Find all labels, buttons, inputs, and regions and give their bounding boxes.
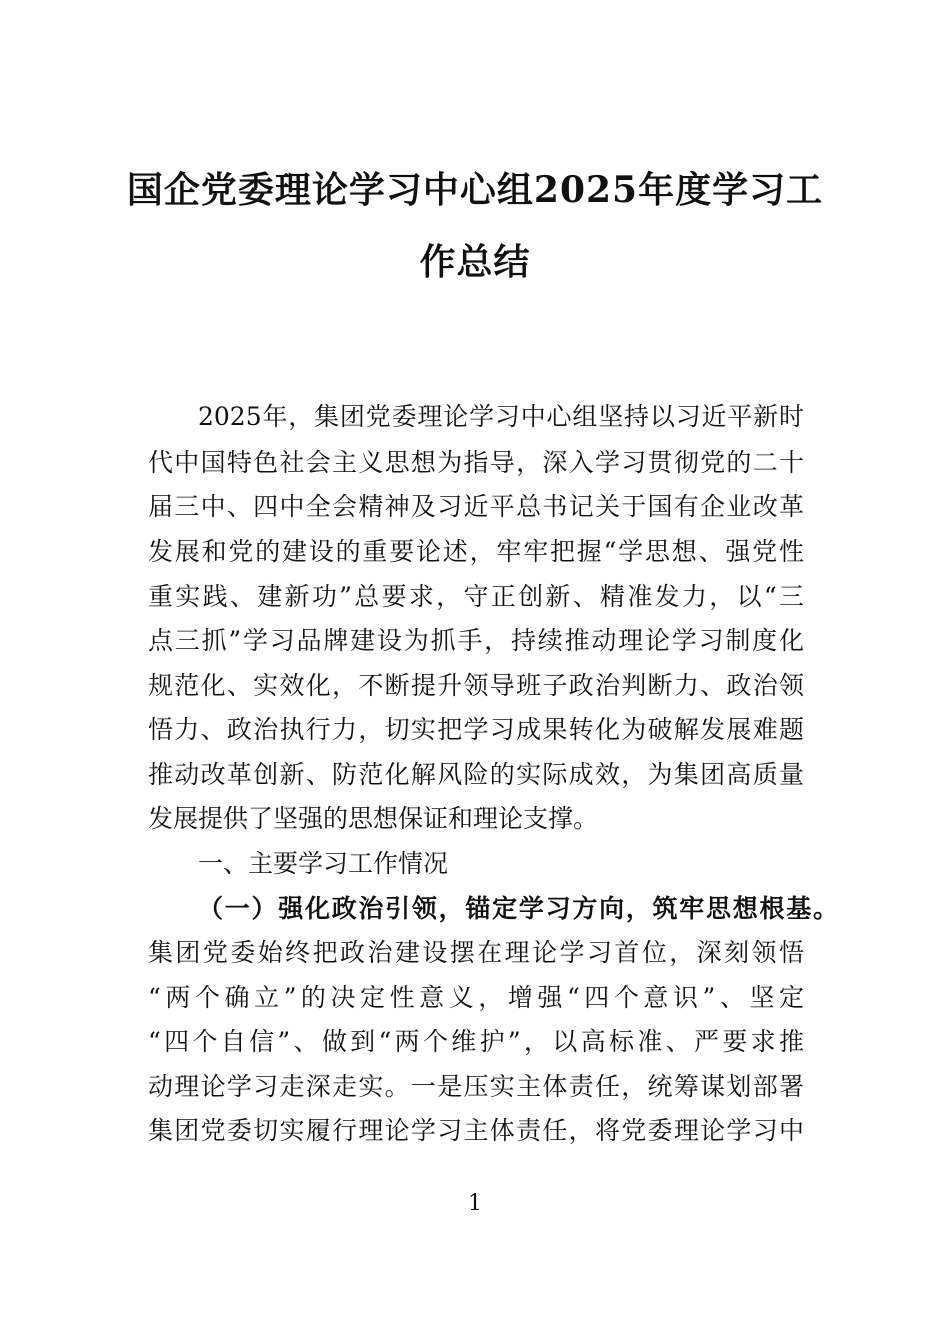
paragraph-line: “两个确立”的决定性意义，增强“四个意识”、坚定 xyxy=(148,983,804,1012)
paragraph-line: 动理论学习走深走实。一是压实主体责任，统筹谋划部署 xyxy=(148,1072,804,1101)
paragraph-line: 发展和党的建设的重要论述，牢牢把握“学思想、强党性 xyxy=(148,537,804,566)
paragraph-line: 点三抓”学习品牌建设为抓手，持续推动理论学习制度化 xyxy=(148,626,804,655)
paragraph-line: 规范化、实效化，不断提升领导班子政治判断力、政治领 xyxy=(148,671,804,700)
paragraph-line: 届三中、四中全会精神及习近平总书记关于国有企业改革 xyxy=(148,492,804,521)
paragraph-line: 2025年，集团党委理论学习中心组坚持以习近平新时 xyxy=(198,402,804,431)
section-heading: 一、主要学习工作情况 xyxy=(198,849,449,878)
subsection-heading: （一）强化政治引领，锚定学习方向，筑牢思想根基。 xyxy=(198,894,838,923)
paragraph-line: 重实践、建新功”总要求，守正创新、精准发力，以“三 xyxy=(148,582,804,611)
page-number: 1 xyxy=(468,1191,482,1216)
document-title-line-1: 国企党委理论学习中心组2025年度学习工 xyxy=(126,169,824,211)
paragraph-line: 代中国特色社会主义思想为指导，深入学习贯彻党的二十 xyxy=(148,448,804,477)
paragraph-line: 集团党委始终把政治建设摆在理论学习首位，深刻领悟 xyxy=(148,938,804,967)
paragraph-line: 推动改革创新、防范化解风险的实际成效，为集团高质量 xyxy=(148,760,804,789)
paragraph-line: 发展提供了坚强的思想保证和理论支撑。 xyxy=(148,804,599,833)
paragraph-line: “四个自信”、做到“两个维护”，以高标准、严要求推 xyxy=(148,1027,804,1056)
paragraph-line: 集团党委切实履行理论学习主体责任，将党委理论学习中 xyxy=(148,1116,804,1145)
document-title-line-2: 作总结 xyxy=(419,241,531,283)
paragraph-line: 悟力、政治执行力，切实把学习成果转化为破解发展难题 xyxy=(148,715,804,744)
